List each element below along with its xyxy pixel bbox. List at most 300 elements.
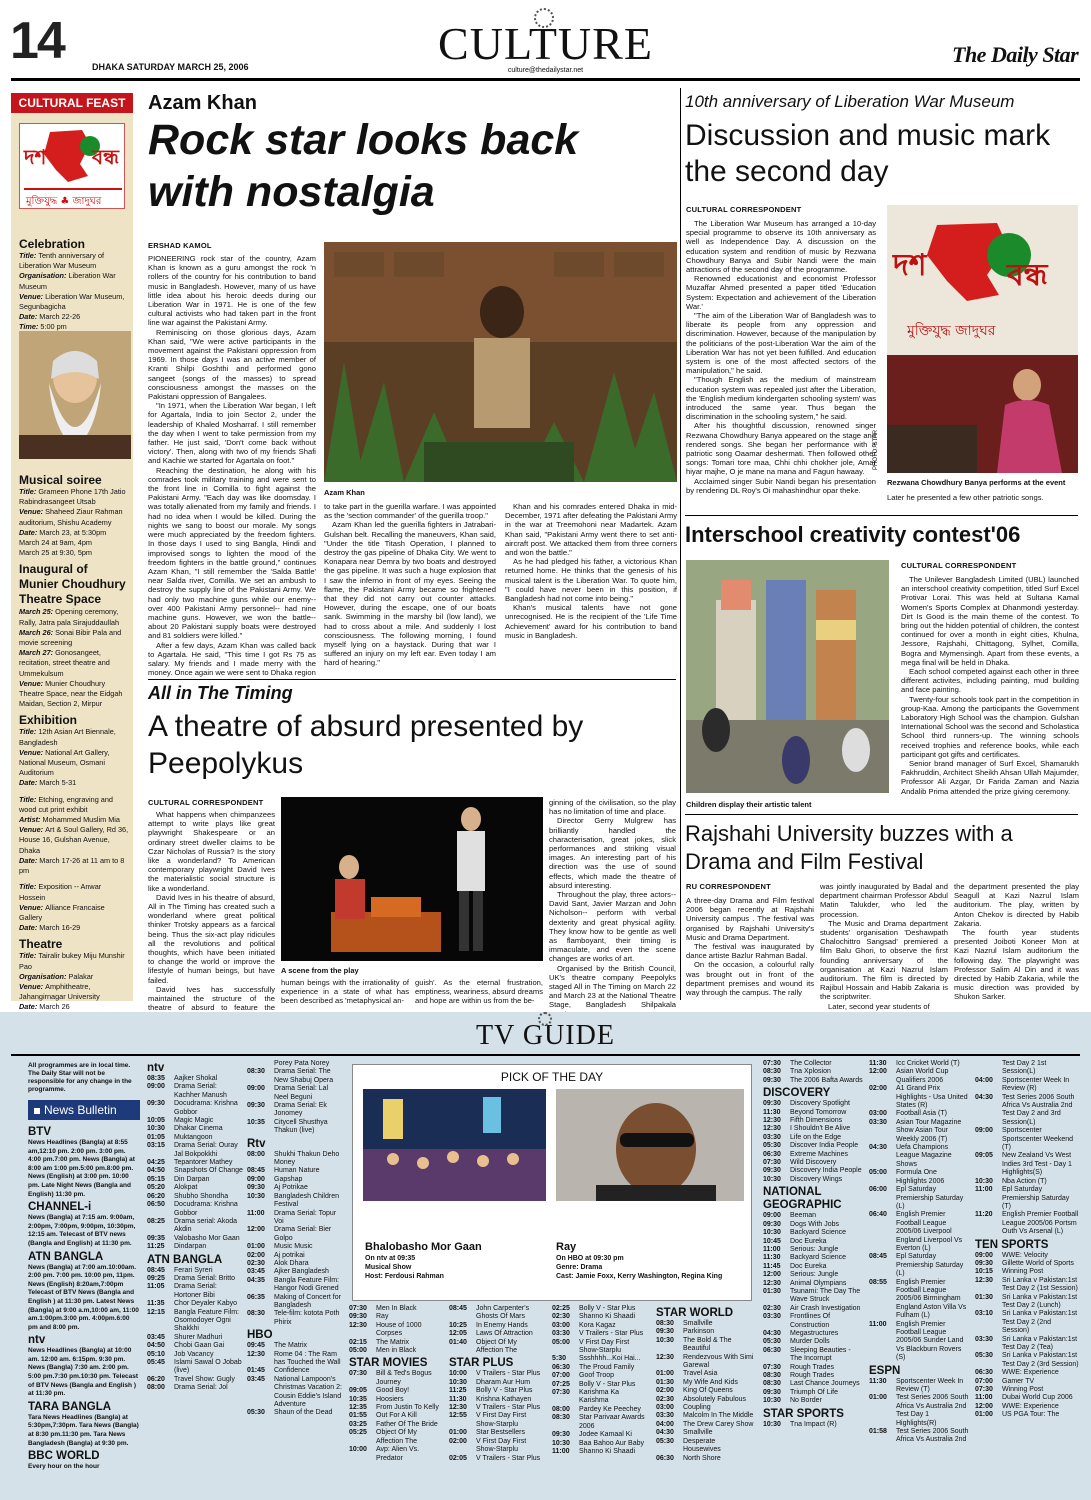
programme-row (763, 1142, 863, 1150)
programme-title: Extreme Machines (790, 1150, 848, 1158)
programme-row (869, 1144, 969, 1169)
programme-row (763, 1246, 863, 1254)
programme-time: 12:30 (763, 1125, 781, 1133)
programme-time: 11:30 (869, 1060, 887, 1067)
article1-photo-caption: Azam Khan (324, 488, 365, 497)
article1-col1 (148, 254, 316, 678)
programme-time: 10:30 (763, 1397, 781, 1405)
programme-title: Drama Serial: Bier Golpo (274, 1226, 332, 1242)
programme-time: 07:30 (763, 1159, 781, 1167)
paragraph: The festival was inaugurated by dance artiste Bazlur Rahman Badal. (686, 942, 814, 961)
programme-time: 04:30 (869, 1144, 887, 1152)
programme-title: Football Asia (T) (896, 1110, 947, 1118)
programme-row (975, 1268, 1079, 1276)
programme-title: Formula One Highlights 2006 (896, 1169, 945, 1185)
programme-time: 03:30 (552, 1330, 570, 1338)
programme-time: 12:30 (763, 1279, 781, 1287)
programme-title: National Lampoon's Christmas Vacation 2: Cousin Eddie's Island Adventure (274, 1375, 342, 1409)
programme-title: Bolly V - Star Plus (579, 1380, 636, 1388)
programme-row (349, 1322, 445, 1339)
programme-row (147, 1159, 243, 1167)
programme-time: 09:00 (147, 1083, 165, 1091)
paragraph: Organised by the British Council, UK's theatre company Peepolyks staged All in The Timing on March 22 and March 23 at the National Theatre Stage, Bangladesh Shilpakala (549, 963, 676, 1010)
programme-time: 08:30 (552, 1414, 570, 1422)
programme-time: 09:30 (349, 1313, 367, 1321)
programme-row (147, 1100, 243, 1117)
programme-time: 06:30 (552, 1363, 570, 1371)
programme-time: 10:30 (763, 1420, 781, 1428)
programme-row (763, 1288, 863, 1305)
programme-row (656, 1404, 754, 1412)
programme-time: 06:40 (869, 1211, 887, 1219)
programme-time: 01:30 (763, 1287, 781, 1295)
programme-time: 08:30 (763, 1372, 781, 1379)
programme-title: Baa Bahoo Aur Baby (579, 1439, 644, 1447)
bulletin-title: News Bulletin (44, 1103, 117, 1117)
programme-title: English Premier Football League 2005/06 Portsm Outh Vs Arsenal (L) (1002, 1211, 1079, 1236)
programme-time (975, 1060, 1002, 1077)
programme-time: 06:30 (763, 1150, 781, 1158)
event-line: Date: March 26 (19, 1002, 70, 1012)
programme-title: Parkinson (683, 1328, 715, 1336)
programme-time: 04:30 (763, 1329, 781, 1337)
programme-row (147, 1184, 243, 1192)
programme-title: Object Of My Affection The (376, 1429, 417, 1445)
programme-row (552, 1330, 648, 1338)
programme-time: 12:30 (449, 1404, 467, 1412)
programme-title: Smallville (683, 1320, 713, 1327)
programme-row (975, 1152, 1079, 1177)
programme-time: 07:00 (975, 1377, 993, 1385)
paragraph: the department presented the play Seagull at Kazi Nazrul Islam auditorium. The play, written by Anton Chekov is directed by Habib Zakaria. (954, 882, 1079, 928)
programme-row (869, 1119, 969, 1144)
programme-time: 02:25 (552, 1305, 570, 1312)
bulletin-text: Every hour on the hour (28, 1463, 100, 1471)
programme-row (247, 1260, 343, 1268)
programme-time: 09:00 (763, 1212, 781, 1220)
paragraph: Reaching the destination, he along with his comrades took military training and were sent to the front line in Comilla to fight against the Pakistani Army. "Each day was like doomsday. I was totally alienated from my family and friends. I had no idea when I would be killed. During the nights we sang to boost our morale. My songs were much appreciated by the freedom fighters. In those days I used to sing Bangla, Hindi and improvised songs to lighten the mood of the freedom fighters in the battle ground," continues Azam Khan, "I still remember the 'Salda Battle' near Salda river, Comilla. We set an ambush to destroy the supply line of the Pakistani Army. We had only two machine guns while our enemy--over 400 Pakistani Army personnel-- had nine machine guns. However, we won the battle-- about 20 Pakistani supply boats were destroyed and 81 soldiers were killed." (148, 465, 316, 641)
programme-time: 03:30 (656, 1412, 674, 1420)
programme-row (869, 1169, 969, 1186)
programme-time: 03:45 (247, 1268, 265, 1276)
programme-time: 03:25 (349, 1420, 367, 1428)
programme-title: Star Bestsellers (476, 1429, 526, 1437)
programme-time: 03:30 (869, 1118, 887, 1126)
programme-time: 05:30 (656, 1437, 674, 1445)
programme-title: Bangla Feature Film: Osomodoyer Ogni Shakkhi (174, 1308, 239, 1333)
programme-title: Shukhi Thakun Deho Money (274, 1150, 340, 1167)
programme-row (552, 1381, 648, 1389)
programme-title: Triumph Of Life (790, 1388, 838, 1396)
programme-title: Bolly V - Star Plus (579, 1305, 636, 1312)
programme-time: 09:30 (247, 1102, 265, 1110)
programme-time (247, 1060, 274, 1068)
programme-time: 02:30 (656, 1395, 674, 1403)
programme-title: Wild Discovery (790, 1159, 837, 1167)
programme-row (656, 1429, 754, 1437)
article4-headline: Interschool creativity contest'06 (685, 522, 1021, 547)
paragraph: was jointly inaugurated by Badal and department chairman Professor Abdul Matin Talukder, who led the procession. (820, 882, 948, 919)
programme-title: Discovery Spotlight (790, 1100, 850, 1108)
programme-time: 5:30 (552, 1355, 567, 1363)
programme-time: 06:30 (763, 1346, 781, 1354)
programme-row (763, 1313, 863, 1330)
programme-row (763, 1060, 863, 1068)
programme-title: Beeman (790, 1212, 817, 1220)
rule (685, 515, 1078, 516)
channel-name: ntv (147, 1062, 165, 1074)
channel-name: HBO (247, 1329, 273, 1342)
event-details (19, 607, 129, 709)
programme-time: 01:00 (869, 1394, 887, 1402)
programme-title: Backyard Science (790, 1229, 847, 1237)
paragraph: human beings with the irrationality of experience in a state of what has been described as 'metaphysical an- (281, 978, 409, 1006)
pick2-l1: On HBO at 09:30 pm (556, 1255, 624, 1262)
programme-title: Dubai World Cup 2006 (1002, 1394, 1073, 1402)
programme-title: Shanno Ki Shaadi (579, 1313, 636, 1321)
programme-time: 05:15 (147, 1175, 165, 1183)
programme-time: 01:58 (869, 1428, 887, 1436)
programme-time: 05:30 (247, 1409, 265, 1417)
programme-title: Rough Trades (790, 1363, 834, 1371)
programme-time: 09:00 (247, 1175, 265, 1183)
programme-title: Jodee Kamaal Ki (579, 1431, 632, 1439)
programme-time: 12:55 (449, 1412, 467, 1420)
article2-col2 (281, 978, 409, 1006)
programme-row (147, 1376, 243, 1384)
programme-title: Laws Of Attraction (476, 1330, 533, 1338)
article3-photo-caption: Rezwana Chowdhury Banya performs at the event (887, 478, 1066, 487)
programme-row (449, 1396, 545, 1404)
programme-title: Shubho Shondha (174, 1192, 229, 1200)
programme-time: 11:00 (763, 1245, 781, 1253)
programme-title: Test Series 2006 South Africa Vs Australia 2nd (896, 1428, 969, 1444)
programme-title: Doc Eureka (790, 1262, 827, 1270)
programme-time: 04:50 (147, 1342, 165, 1350)
programme-row (147, 1193, 243, 1201)
programme-time: 08:45 (247, 1167, 265, 1175)
event-line: Title: Tairalir bukey Miju Munshir Pao (19, 951, 125, 971)
programme-title: Alok Dhara (274, 1259, 309, 1267)
programme-time: 10:30 (147, 1125, 165, 1133)
tv-col-a (147, 1060, 243, 1393)
programme-title: Bill & Ted's Bogus Journey (376, 1370, 432, 1386)
event-line: March 25: Opening ceremony, Rally, Jatra pala Sirajuddaullah (19, 607, 120, 627)
programme-row (247, 1310, 343, 1327)
programme-title: Krishna Kathayen (476, 1395, 532, 1403)
programme-title: Star Parivaar Awards 2006 (579, 1414, 645, 1430)
channel-name: ESPN (869, 1364, 901, 1377)
programme-time: 03:00 (869, 1110, 887, 1118)
programme-row (147, 1218, 243, 1235)
programme-title: Epl Saturday Premiership Saturday (T) (1002, 1186, 1070, 1210)
programme-title: The 2006 Bafta Awards (790, 1076, 863, 1084)
article5-headline: Rajshahi University buzzes with a Drama and Film Festival (685, 821, 1013, 874)
pick2-title: Ray (556, 1241, 577, 1253)
programme-time: 12:30 (349, 1321, 367, 1329)
programme-row (247, 1294, 343, 1311)
programme-time: 02:30 (763, 1304, 781, 1312)
programme-title: I Shouldn't Be Alive (790, 1125, 851, 1133)
azam-khan-photo (324, 242, 677, 482)
programme-time: 08:00 (552, 1405, 570, 1413)
programme-row (869, 1321, 969, 1363)
programme-title: Test Series 2006 South Africa Vs Australia 2nd Test Day 1 Highlights(R) (896, 1394, 969, 1427)
programme-row (869, 1211, 969, 1253)
programme-time: 08:25 (147, 1217, 165, 1225)
programme-title: Dharam Aur Hum (476, 1378, 531, 1386)
programme-time: 11:45 (763, 1262, 781, 1270)
programme-row (147, 1075, 243, 1083)
programme-row (147, 1167, 243, 1175)
programme-title: Dhakar Cinema (174, 1125, 223, 1133)
programme-time: 09:25 (147, 1274, 165, 1282)
programme-row (449, 1438, 545, 1455)
pick2-photo (556, 1089, 744, 1201)
programme-row (552, 1313, 648, 1321)
programme-title: Last Chance Journeys (790, 1380, 860, 1388)
programme-title: WWE: Experience (1002, 1369, 1059, 1377)
programme-title: Murder Dolls (790, 1338, 830, 1346)
tagore-portrait-image (19, 331, 131, 459)
programme-title: Father Of The Bride (376, 1420, 438, 1428)
article1-headline: Rock star looks back with nostalgia (148, 116, 579, 216)
channel-name: STAR WORLD (656, 1307, 734, 1319)
programme-title: V Trailers - Star Plus (476, 1404, 541, 1412)
programme-title: Chobi Gaan Gai (174, 1342, 225, 1350)
programme-row (975, 1260, 1079, 1268)
programme-row (763, 1100, 863, 1108)
programme-title: Smallville (683, 1429, 713, 1437)
programme-title: Goof Troop (579, 1372, 615, 1380)
paragraph: guish'. As the eternal frustration, emptiness, weariness, absurd dreams and hope are within us from the be- (415, 978, 543, 1006)
programme-row (552, 1440, 648, 1448)
programme-time: 10:25 (449, 1321, 467, 1329)
programme-title: US PGA Tour: The (1002, 1411, 1060, 1419)
theatre-scene-photo (281, 797, 543, 961)
programme-row (763, 1280, 863, 1288)
channel-name: STAR SPORTS (763, 1407, 844, 1420)
event-line: March 25 at 9:30, 5pm (19, 548, 93, 558)
programme-row (975, 1186, 1079, 1211)
programme-title: Tsunami: The Day The Wave Struck (790, 1287, 861, 1304)
programme-row (763, 1254, 863, 1262)
paper-logo: The Daily Star (952, 42, 1079, 67)
programme-title: Epl Saturday Premiership Saturday (L) (896, 1253, 964, 1278)
programme-time: 01:05 (147, 1133, 165, 1141)
programme-time: 05:25 (349, 1429, 367, 1437)
programme-title: Magic Magic (174, 1117, 214, 1125)
programme-time: 06:20 (147, 1375, 165, 1383)
article3-body (686, 219, 876, 495)
tv-col-i (975, 1060, 1079, 1420)
programme-title: Ray (376, 1313, 389, 1321)
programme-time: 12:35 (349, 1404, 367, 1412)
programme-row (147, 1267, 243, 1275)
programme-time: 09:30 (656, 1328, 674, 1336)
programme-row (975, 1060, 1079, 1077)
programme-row (763, 1372, 863, 1380)
programme-title: Bangladesh Children Festival (274, 1192, 339, 1209)
programme-time: 01:00 (247, 1243, 265, 1251)
programme-title: Shaun of the Dead (274, 1409, 333, 1417)
programme-row (349, 1347, 445, 1355)
programme-row (147, 1201, 243, 1218)
programme-title: Muktangoon (174, 1133, 213, 1141)
programme-row (247, 1342, 343, 1350)
programme-title: Discovery India People (790, 1167, 862, 1175)
article5-byline: RU CORRESPONDENT (686, 882, 771, 891)
programme-title: Bolly V - Star Plus (476, 1387, 533, 1395)
programme-time: 10:30 (763, 1229, 781, 1237)
programme-row (552, 1389, 648, 1406)
programme-time: 01:55 (349, 1412, 367, 1420)
programme-title: Confidence (274, 1367, 310, 1375)
programme-row (349, 1313, 445, 1321)
programme-title: Drama Serial: Ouray Jal Bokpokkhi (174, 1142, 238, 1158)
programme-time: 09:00 (247, 1085, 265, 1093)
event-line: March 26: Sonai Bibir Pala and movie screening (19, 627, 122, 648)
paragraph: Senior brand manager of Surf Excel, Shamarukh Fakhruddin, Architect Sheikh Ahsan Ullah Majumder, Professor Ali Azgar, Dr Farida Zaman and Nazia Andalib Prima attended the prize giving ceremony. (901, 759, 1079, 796)
programme-title: Snapshots Of Change (174, 1167, 243, 1175)
article2-kicker: All in The Timing (148, 683, 293, 703)
programme-time: 03:10 (975, 1310, 993, 1318)
programme-row (449, 1330, 545, 1338)
programme-time: 06:30 (656, 1454, 674, 1462)
programme-row (869, 1110, 969, 1118)
programme-time: 10:35 (247, 1118, 265, 1126)
programme-row (449, 1322, 545, 1330)
paragraph: Azam Khan led the guerilla fighters in Jatrabari-Gulshan belt. Recalling the maneuvers, Khan said, "Under the title Titash Operation, I planned to destroy the gas pipeline of Dhaka City. We went to Konapara near Demra by two boats and destroyed the gas pipeline. It was such a huge explosion that I saw the inferno in front of my eyes. Seeing the flame, the Pakistani Army became so frightened that they did not carry out counter attacks. However, during the escape, one of our boats sank. Swimming in the marshy bil (low land), we had to cross about a mile. And suddenly I lost consciousness. The following morning, I found myself lying on a haystack. During that war I suffered an injury on my left ear. Even today I am hard of hearing." (324, 520, 496, 668)
channel-name: ATN BANGLA (28, 1250, 104, 1263)
programme-row (449, 1370, 545, 1378)
programme-time: 07:30 (552, 1389, 570, 1397)
programme-title: The Bold & The Beautiful (683, 1336, 732, 1353)
programme-time: 07:30 (763, 1363, 781, 1371)
paragraph: to take part in the guerilla warfare. I was appointed as the 'section commander' of the guerilla troop." (324, 502, 496, 521)
programme-row (975, 1094, 1079, 1128)
programme-title: Epl Saturday Premiership Saturday (L) (896, 1186, 964, 1210)
programme-time: 03:30 (763, 1133, 781, 1141)
programme-time: 02:00 (449, 1437, 467, 1445)
event-heading: Exhibition (19, 713, 77, 728)
programme-time: 05:30 (975, 1352, 993, 1360)
programme-row (147, 1134, 243, 1142)
programme-title: Discovery Wings (790, 1175, 843, 1183)
programme-title: Men in Black (376, 1347, 417, 1355)
event-heading: Theatre (19, 937, 63, 952)
programme-row (449, 1429, 545, 1437)
event-line: Title: Exposition -- Anwar Hossein (19, 882, 102, 902)
programme-title: Malcolm In The Middle (683, 1412, 754, 1420)
channel-name: CHANNEL-i (28, 1201, 92, 1214)
programme-row (147, 1283, 243, 1300)
programme-row (763, 1229, 863, 1237)
programme-row (869, 1253, 969, 1278)
programme-title: Drama Serial: Britto (174, 1274, 236, 1282)
rule (148, 679, 676, 680)
programme-time: 09:30 (247, 1184, 265, 1192)
event-line: Time: 5:00 pm (19, 322, 67, 332)
programme-time: 09:30 (763, 1220, 781, 1228)
programme-time: 01:40 (449, 1338, 467, 1346)
section-title: CULTURE (438, 18, 653, 69)
programme-row (552, 1322, 648, 1330)
page-number: 14 (10, 12, 64, 70)
paragraph: David Ives in his theatre of absurd, All in The Timing has created such a wonderland where great political thinker Trotsky appears as a farcical being. Thus the six-act play ridicules all the revolutions and political thoughts, which have been initiated to change the world or improve the lifestyle of human beings, but have failed. (148, 892, 275, 985)
pick1-l3: Host: Ferdousi Rahman (365, 1273, 444, 1280)
pick1-photo (363, 1089, 546, 1201)
programme-row (247, 1367, 343, 1375)
programme-title: Dindarpan (174, 1243, 207, 1251)
programme-title: Coupling (683, 1404, 711, 1412)
event-block (19, 237, 129, 333)
programme-time: 03:45 (247, 1375, 265, 1383)
programme-row (656, 1396, 754, 1404)
programme-row (147, 1351, 243, 1359)
programme-title: Gillette World of Sports (1002, 1259, 1074, 1267)
programme-title: WWE: Experience (1002, 1402, 1059, 1410)
programme-title: V First Day First Show-Starplu (476, 1412, 527, 1428)
programme-row (349, 1421, 445, 1429)
programme-row (449, 1404, 545, 1412)
programme-row (349, 1396, 445, 1404)
programme-time: 08:45 (147, 1266, 165, 1274)
programme-title: Shanno Ki Shaadi (579, 1447, 636, 1455)
programme-time: 05:00 (869, 1169, 887, 1177)
programme-row (349, 1339, 445, 1347)
programme-time: 09:30 (763, 1100, 781, 1108)
programme-time: 03:30 (975, 1335, 993, 1343)
programme-row (763, 1238, 863, 1246)
programme-time: 10:00 (349, 1446, 367, 1454)
programme-time: 07:30 (349, 1305, 367, 1312)
programme-time: 07:25 (552, 1380, 570, 1388)
programme-row (656, 1412, 754, 1420)
programme-row (763, 1305, 863, 1313)
pick2-info (556, 1241, 746, 1281)
programme-title: Citycell Shusthya Thakun (live) (274, 1118, 328, 1135)
paragraph: Director Gerry Mulgrew has brilliantly handled the characterisation, great jokes, slick performances and striking visual images. An interesting part of his direction was the use of sound effects, which made the theatre of absurd interesting. (549, 816, 676, 890)
event-line: Title: Etching, engraving and wood cut print exhibit (19, 794, 113, 814)
article2-byline: CULTURAL CORRESPONDENT (148, 798, 264, 807)
programme-title: Backyard Science (790, 1254, 847, 1262)
programme-title: Ajker Bangladesh (274, 1268, 329, 1276)
programme-time: 12:00 (869, 1068, 887, 1076)
programme-time: 12:15 (147, 1308, 165, 1316)
paragraph: Twenty-four schools took part in the competition in group-Kaa. Among the participants the Government Laboratory High School was the champion. Gulshan International School was the second and Scholastica School third runners-up. The winning schools received trophies and reference books, while each participant got gifts and certificates. (901, 694, 1079, 759)
bulletin-text: News (Bangla) at 7:15 am. 9:00am, 2:00pm, 7:00pm, 9:00pm, 10:30pm, 12:15 am. Telecast of BTV news (Bangla and English) at 11:30 pm. (28, 1214, 136, 1247)
programme-row (349, 1446, 445, 1463)
article3-byline: CULTURAL CORRESPONDENT (686, 205, 802, 214)
article2-col2b (415, 978, 543, 1006)
article1-byline: ERSHAD KAMOL (148, 241, 212, 250)
programme-title: Gapshap (274, 1175, 303, 1183)
programme-title: John Carpenter's Ghosts Of Mars (476, 1305, 530, 1321)
programme-time: 09:05 (975, 1152, 993, 1160)
programme-time: 01:30 (975, 1293, 993, 1301)
programme-row (552, 1305, 648, 1313)
channel-name: DISCOVERY (763, 1087, 831, 1100)
paragraph: PIONEERING rock star of the country, Azam Khan is known as a guru amongst the rock 'n rollers of the country for his contribution to band music in Bangladesh. However, many of us have little idea about his heroic deeds during our Liberation War in 1971. He is one of the few cultural activists who had taken part in the front line war against the Pakistani Army. (148, 254, 316, 328)
programme-time: 05:10 (147, 1350, 165, 1358)
programme-title: Rome 04 : The Ram has Touched the Wall (274, 1350, 341, 1366)
programme-time: 11:25 (449, 1387, 467, 1395)
programme-title: V Trailers - Star Plus (476, 1370, 541, 1378)
programme-time: 09:30 (147, 1100, 165, 1108)
pick-of-the-day (352, 1064, 752, 1301)
programme-row (247, 1085, 343, 1102)
